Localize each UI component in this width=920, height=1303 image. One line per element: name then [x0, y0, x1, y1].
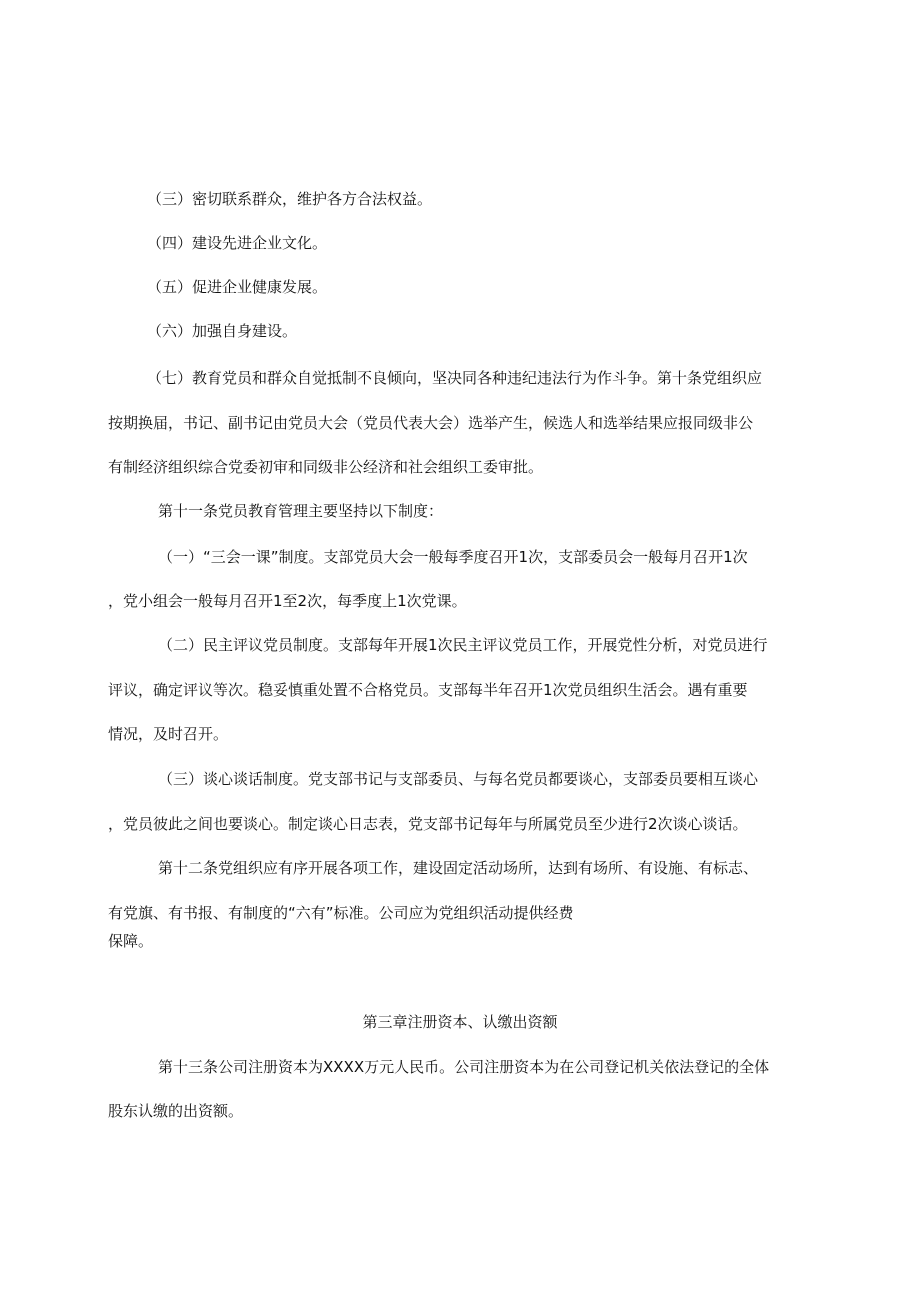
paragraph-line: 保障。 — [108, 932, 154, 950]
paragraph-line: 第十一条党员教育管理主要坚持以下制度： — [158, 502, 444, 520]
paragraph-line: （三）谈心谈话制度。党支部书记与支部委员、与每名党员都要谈心，支部委员要相互谈心 — [158, 770, 759, 788]
paragraph-line: （二）民主评议党员制度。支部每年开展1次民主评议党员工作，开展党性分析，对党员进行 — [158, 636, 768, 654]
paragraph-line: （六）加强自身建设。 — [147, 322, 298, 340]
paragraph-line: 情况，及时召开。 — [108, 725, 229, 743]
paragraph-line: ，党员彼此之间也要谈心。制定谈心日志表，党支部书记每年与所属党员至少进行2次谈心谈话。 — [108, 815, 748, 833]
paragraph-line: （七）教育党员和群众自觉抵制不良倾向，坚决同各种违纪违法行为作斗争。第十条党组织应 — [147, 369, 763, 387]
paragraph-line: 股东认缴的出资额。 — [108, 1102, 244, 1120]
paragraph-line: （三）密切联系群众，维护各方合法权益。 — [147, 190, 433, 208]
paragraph-line: 有制经济组织综合党委初审和同级非公经济和社会组织工委审批。 — [108, 458, 544, 476]
chapter-heading: 第三章注册资本、认缴出资额 — [362, 1013, 558, 1031]
paragraph-line: 评议，确定评议等次。稳妥慎重处置不合格党员。支部每半年召开1次党员组织生活会。遇有重要 — [108, 681, 748, 699]
paragraph-line: 第十三条公司注册资本为XXXX万元人民币。公司注册资本为在公司登记机关依法登记的全体 — [158, 1058, 770, 1076]
paragraph-line: （五）促进企业健康发展。 — [147, 278, 328, 296]
paragraph-line: 有党旗、有书报、有制度的“六有”标准。公司应为党组织活动提供经费 — [108, 904, 574, 922]
paragraph-line: ，党小组会一般每月召开1至2次，每季度上1次党课。 — [108, 592, 467, 610]
paragraph-line: 按期换届，书记、副书记由党员大会（党员代表大会）选举产生，候选人和选举结果应报同级非公 — [108, 414, 754, 432]
paragraph-line: 第十二条党组织应有序开展各项工作，建设固定活动场所，达到有场所、有设施、有标志、 — [158, 859, 759, 877]
paragraph-line: （一）“三会一课”制度。支部党员大会一般每季度召开1次，支部委员会一般每月召开1次 — [158, 548, 748, 566]
paragraph-line: （四）建设先进企业文化。 — [147, 234, 328, 252]
